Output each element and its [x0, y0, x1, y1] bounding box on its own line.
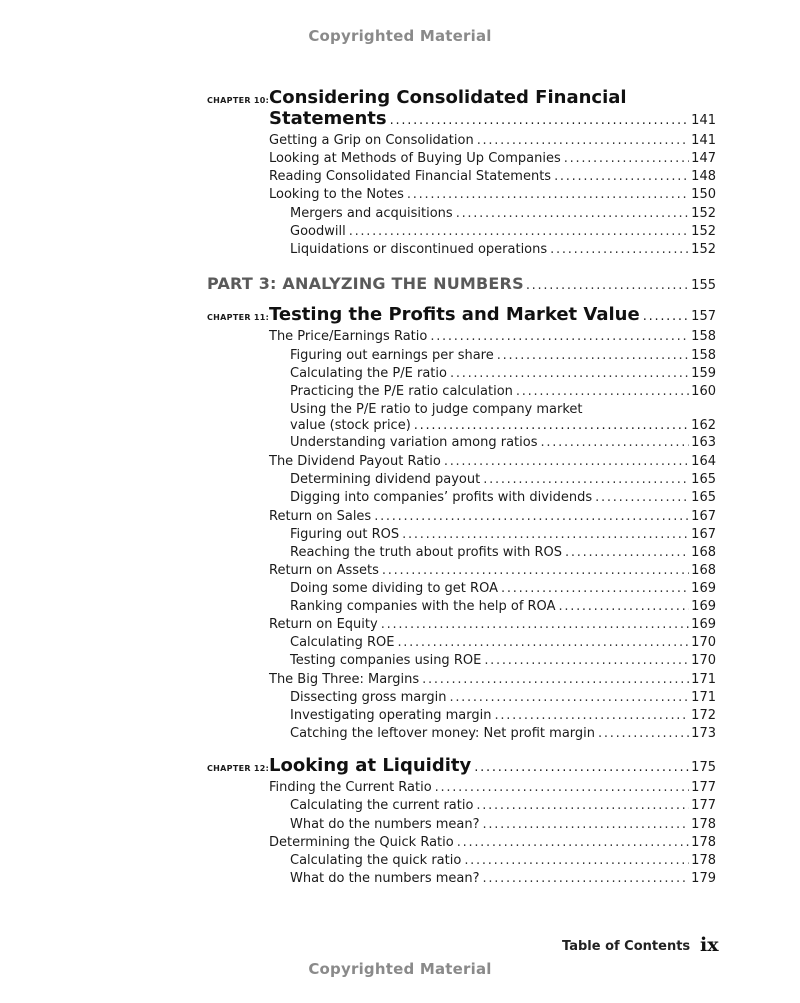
entry-label: Finding the Current Ratio	[269, 780, 432, 795]
toc-entry[interactable]	[269, 780, 716, 795]
chapter-title: Considering Consolidated Financial	[269, 87, 627, 108]
page-number: 165	[691, 490, 716, 505]
leader-dots	[540, 435, 689, 450]
toc-entry[interactable]	[269, 672, 716, 687]
leader-dots	[397, 635, 689, 650]
entry-label: Practicing the P/E ratio calculation	[290, 384, 513, 399]
toc-subentry[interactable]	[290, 366, 716, 381]
toc-subentry[interactable]	[290, 599, 716, 614]
leader-dots	[402, 527, 689, 542]
leader-dots	[643, 309, 689, 324]
toc-subentry[interactable]	[290, 581, 716, 596]
page-number: 170	[691, 653, 716, 668]
chapter-11-heading[interactable]	[207, 304, 716, 325]
entry-label: Goodwill	[290, 224, 346, 239]
toc-entry[interactable]	[269, 617, 716, 632]
page-number: 170	[691, 635, 716, 650]
watermark-top: Copyrighted Material	[308, 27, 492, 45]
chapter-10-heading[interactable]	[207, 87, 627, 108]
entry-label: Figuring out earnings per share	[290, 348, 494, 363]
leader-dots	[476, 798, 689, 813]
entry-label: Liquidations or discontinued operations	[290, 242, 548, 257]
page-number: 178	[691, 853, 716, 868]
toc-subentry[interactable]	[290, 635, 716, 650]
toc-entry[interactable]	[269, 454, 716, 469]
chapter-12-heading[interactable]	[207, 755, 716, 776]
entry-label: Digging into companies’ profits with dividends	[290, 490, 593, 505]
entry-label: Reading Consolidated Financial Statements	[269, 169, 552, 184]
page-number: 150	[691, 187, 716, 202]
leader-dots	[474, 760, 689, 775]
page-number: 167	[691, 527, 716, 542]
page-number: 141	[691, 113, 716, 128]
chapter-label: CHAPTER 12:	[207, 764, 270, 773]
leader-dots	[422, 672, 689, 687]
page-number: 155	[691, 278, 716, 293]
leader-dots	[483, 871, 690, 886]
page-number: 148	[691, 169, 716, 184]
entry-label: Return on Assets	[269, 563, 379, 578]
toc-subentry[interactable]	[290, 435, 716, 450]
watermark-bottom: Copyrighted Material	[308, 960, 492, 978]
entry-label: Calculating the quick ratio	[290, 853, 462, 868]
page-number: 168	[691, 563, 716, 578]
page-number: 162	[691, 418, 716, 433]
leader-dots	[497, 348, 689, 363]
toc-subentry[interactable]	[290, 545, 716, 560]
page-number: 169	[691, 617, 716, 632]
page-number: 173	[691, 726, 716, 741]
entry-label: What do the numbers mean?	[290, 871, 480, 886]
toc-subentry[interactable]	[290, 708, 716, 723]
part-3-heading[interactable]	[207, 274, 716, 293]
entry-label: The Price/Earnings Ratio	[269, 329, 428, 344]
page-number: 158	[691, 348, 716, 363]
toc-subentry[interactable]	[290, 653, 716, 668]
leader-dots	[550, 242, 689, 257]
leader-dots	[495, 708, 690, 723]
toc-subentry-wrapped[interactable]	[290, 402, 716, 433]
chapter-title-cont: Statements	[269, 108, 387, 129]
leader-dots	[483, 472, 689, 487]
page-number: 152	[691, 242, 716, 257]
part-title: PART 3: ANALYZING THE NUMBERS	[207, 274, 524, 293]
entry-label: Catching the leftover money: Net profit margin	[290, 726, 596, 741]
entry-label: Mergers and acquisitions	[290, 206, 453, 221]
page-number: 169	[691, 581, 716, 596]
toc-entry[interactable]	[269, 169, 716, 184]
chapter-label: CHAPTER 10:	[207, 96, 270, 105]
entry-label: Reaching the truth about profits with ROS	[290, 545, 562, 560]
entry-label: Ranking companies with the help of ROA	[290, 599, 556, 614]
page-number: 171	[691, 690, 716, 705]
page-number-roman: ix	[700, 934, 719, 956]
toc-subentry[interactable]	[290, 224, 716, 239]
page-number: 169	[691, 599, 716, 614]
leader-dots	[564, 151, 689, 166]
leader-dots	[430, 329, 689, 344]
toc-subentry[interactable]	[290, 726, 716, 741]
entry-label: Understanding variation among ratios	[290, 435, 538, 450]
toc-entry[interactable]	[269, 563, 716, 578]
page-number: 177	[691, 780, 716, 795]
entry-label: Return on Sales	[269, 509, 372, 524]
toc-subentry[interactable]	[290, 490, 716, 505]
toc-subentry[interactable]	[290, 690, 716, 705]
entry-label: Calculating ROE	[290, 635, 395, 650]
page-number: 160	[691, 384, 716, 399]
page-number: 168	[691, 545, 716, 560]
chapter-title: Looking at Liquidity	[269, 755, 472, 776]
toc-subentry[interactable]	[290, 206, 716, 221]
toc-subentry[interactable]	[290, 527, 716, 542]
leader-dots	[449, 690, 689, 705]
running-footer-label: Table of Contents	[562, 939, 691, 954]
entry-label: What do the numbers mean?	[290, 817, 480, 832]
page-number: 178	[691, 817, 716, 832]
page-number: 157	[691, 309, 716, 324]
leader-dots	[598, 726, 689, 741]
page-number: 167	[691, 509, 716, 524]
entry-label-line2: value (stock price)	[290, 418, 411, 433]
page-number: 158	[691, 329, 716, 344]
leader-dots	[407, 187, 689, 202]
entry-label: Looking to the Notes	[269, 187, 404, 202]
entry-label: Looking at Methods of Buying Up Companies	[269, 151, 561, 166]
leader-dots	[435, 780, 690, 795]
toc-subentry[interactable]	[290, 817, 716, 832]
toc-entry[interactable]	[269, 187, 716, 202]
leader-dots	[554, 169, 689, 184]
leader-dots	[464, 853, 689, 868]
page-number: 152	[691, 206, 716, 221]
leader-dots	[484, 653, 689, 668]
leader-dots	[526, 278, 689, 293]
toc-subentry[interactable]	[290, 384, 716, 399]
entry-label: Return on Equity	[269, 617, 378, 632]
page-number: 178	[691, 835, 716, 850]
leader-dots	[450, 366, 689, 381]
entry-label: Determining dividend payout	[290, 472, 481, 487]
page-number: 163	[691, 435, 716, 450]
page-number: 159	[691, 366, 716, 381]
leader-dots	[381, 617, 689, 632]
toc-entry[interactable]	[269, 835, 716, 850]
leader-dots	[349, 224, 689, 239]
leader-dots	[457, 835, 689, 850]
toc-entry[interactable]	[269, 509, 716, 524]
page-number: 175	[691, 760, 716, 775]
page-number: 171	[691, 672, 716, 687]
leader-dots	[374, 509, 689, 524]
entry-label: Testing companies using ROE	[290, 653, 482, 668]
page-number: 179	[691, 871, 716, 886]
leader-dots	[414, 418, 689, 433]
entry-label: The Big Three: Margins	[269, 672, 420, 687]
page-number: 165	[691, 472, 716, 487]
page-number: 172	[691, 708, 716, 723]
entry-label: Investigating operating margin	[290, 708, 492, 723]
entry-label: Doing some dividing to get ROA	[290, 581, 498, 596]
entry-label: Determining the Quick Ratio	[269, 835, 454, 850]
page-number: 147	[691, 151, 716, 166]
toc-subentry[interactable]	[290, 853, 716, 868]
toc-subentry[interactable]	[290, 242, 716, 257]
chapter-label: CHAPTER 11:	[207, 313, 270, 322]
toc-entry[interactable]	[269, 151, 716, 166]
toc-subentry[interactable]	[290, 348, 716, 363]
entry-label-line1: Using the P/E ratio to judge company market	[290, 402, 583, 417]
leader-dots	[565, 545, 689, 560]
page-number: 164	[691, 454, 716, 469]
chapter-title: Testing the Profits and Market Value	[269, 304, 640, 325]
toc-subentry[interactable]	[290, 472, 716, 487]
entry-label: Calculating the P/E ratio	[290, 366, 447, 381]
leader-dots	[558, 599, 689, 614]
entry-label: Figuring out ROS	[290, 527, 400, 542]
leader-dots	[444, 454, 689, 469]
leader-dots	[483, 817, 690, 832]
entry-label: The Dividend Payout Ratio	[269, 454, 441, 469]
entry-label: Getting a Grip on Consolidation	[269, 133, 474, 148]
entry-label: Dissecting gross margin	[290, 690, 447, 705]
leader-dots	[390, 113, 690, 128]
page-number: 141	[691, 133, 716, 148]
leader-dots	[382, 563, 689, 578]
toc-subentry[interactable]	[290, 871, 716, 886]
leader-dots	[456, 206, 689, 221]
entry-label: Calculating the current ratio	[290, 798, 474, 813]
leader-dots	[501, 581, 689, 596]
page-number: 177	[691, 798, 716, 813]
toc-subentry[interactable]	[290, 798, 716, 813]
toc-entry[interactable]	[269, 133, 716, 148]
chapter-10-heading-cont[interactable]	[269, 108, 716, 129]
leader-dots	[516, 384, 689, 399]
page-number: 152	[691, 224, 716, 239]
leader-dots	[477, 133, 689, 148]
leader-dots	[595, 490, 689, 505]
toc-entry[interactable]	[269, 329, 716, 344]
